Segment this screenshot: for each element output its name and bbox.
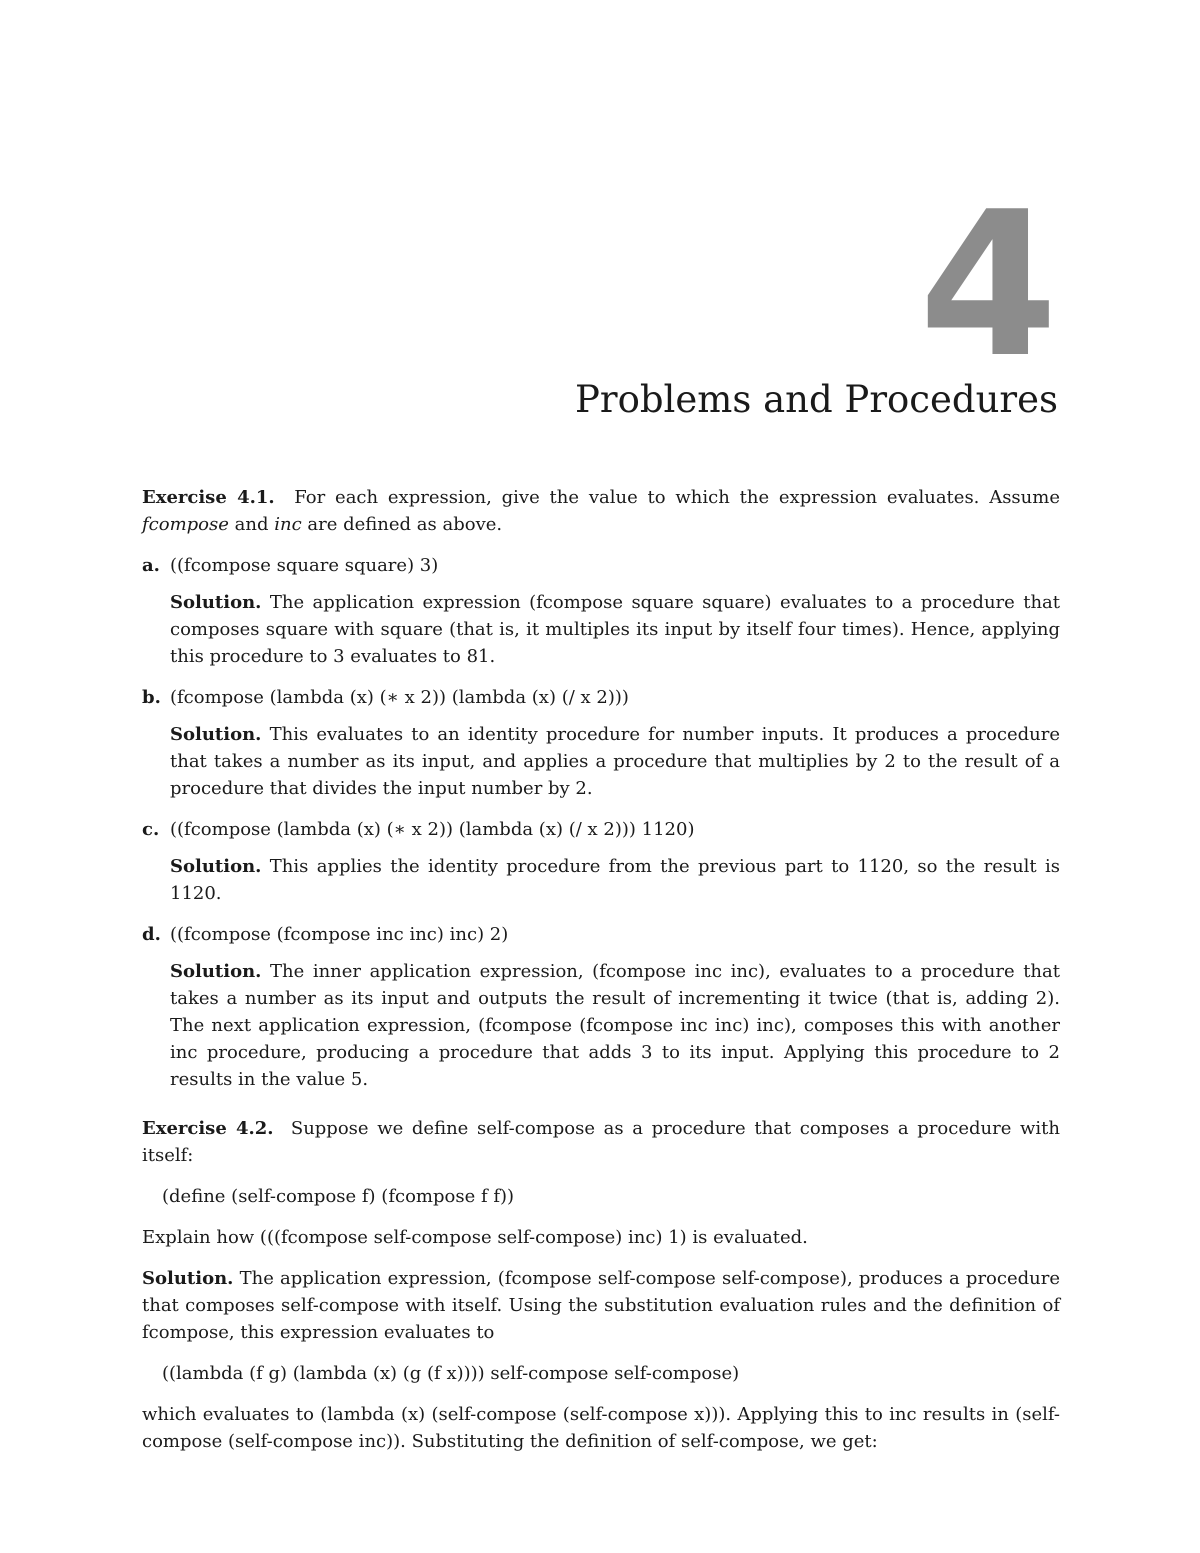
exercise-4-1-intro-c: and	[234, 514, 269, 535]
exercise-4-2-intro-text: Suppose we define self-compose as a procedure that composes a procedure with itself:	[142, 1118, 1060, 1166]
exercise-item-c	[142, 816, 1060, 843]
item-letter: b.	[142, 687, 161, 708]
solution-label: Solution.	[170, 856, 262, 877]
solution-label: Solution.	[170, 592, 262, 613]
solution-label: Solution.	[142, 1268, 234, 1289]
item-expression: (fcompose (lambda (x) (∗ x 2)) (lambda (x) (/ x 2)))	[170, 687, 629, 708]
solution-text: The application expression (fcompose square square) evaluates to a procedure that composes square with square (that is, it multiples its input by itself four times). Hence, applying this procedure to 3 evaluates to 81.	[170, 592, 1060, 667]
exercise-4-1-intro-a: For each expression, give the value to which the expression evaluates. Assume	[294, 487, 1060, 508]
exercise-4-2-heading: Exercise 4.2.	[142, 1118, 274, 1139]
lambda-expression: ((lambda (f g) (lambda (x) (g (f x)))) self-compose self-compose)	[162, 1363, 740, 1384]
solution-text: This applies the identity procedure from the previous part to 1120, so the result is 1120.	[170, 856, 1060, 904]
solution-text: The inner application expression, (fcompose inc inc), evaluates to a procedure that takes a number as its input and outputs the result of incrementing it twice (that is, adding 2). The next application expression, (fcompose (fcompose inc inc) inc), composes this with another inc procedure, producing a procedure that adds 3 to its input. Applying this procedure to 2 results in the value 5.	[170, 961, 1060, 1090]
item-expression: ((fcompose square square) 3)	[170, 555, 439, 576]
solution-text: The application expression, (fcompose self-compose self-compose), produces a procedure that composes self-compose with itself. Using the substitution evaluation rules and the definition of fcompose, this expression evaluates to	[142, 1268, 1060, 1343]
item-letter: a.	[142, 555, 160, 576]
explain-question: Explain how (((fcompose self-compose self-compose) inc) 1) is evaluated.	[142, 1227, 808, 1248]
exercise-4-1-intro	[142, 484, 1060, 538]
exercise-4-1-heading: Exercise 4.1.	[142, 487, 275, 508]
exercise-4-2-solution	[142, 1265, 1060, 1346]
exercise-item-d	[142, 921, 1060, 948]
section-gap	[142, 1093, 1060, 1115]
exercise-item-b	[142, 684, 1060, 711]
item-letter: c.	[142, 819, 160, 840]
exercise-4-1-intro-b: fcompose	[142, 514, 229, 535]
item-letter: d.	[142, 924, 161, 945]
item-expression: ((fcompose (fcompose inc inc) inc) 2)	[170, 924, 509, 945]
item-solution	[170, 958, 1060, 1093]
item-solution	[170, 853, 1060, 907]
chapter-title: Problems and Procedures	[574, 378, 1058, 421]
solution-label: Solution.	[170, 724, 262, 745]
solution-label: Solution.	[170, 961, 262, 982]
item-solution	[170, 589, 1060, 670]
exercise-4-1-intro-d: inc	[274, 514, 302, 535]
item-solution	[170, 721, 1060, 802]
exercise-item-a	[142, 552, 1060, 579]
define-self-compose: (define (self-compose f) (fcompose f f))	[162, 1186, 515, 1207]
solution-text: This evaluates to an identity procedure for number inputs. It produces a procedure that takes a number as its input, and applies a procedure that multiplies by 2 to the result of a procedure that divides the input number by 2.	[170, 724, 1060, 799]
exercise-4-2-intro	[142, 1115, 1060, 1169]
item-expression: ((fcompose (lambda (x) (∗ x 2)) (lambda (x) (/ x 2))) 1120)	[170, 819, 695, 840]
page-content	[142, 484, 1060, 1455]
chapter-number: 4	[918, 169, 1058, 402]
solution-continuation: which evaluates to (lambda (x) (self-compose (self-compose x))). Applying this to inc results in (self-compose (self-compose inc)). Substituting the definition of self-compose, we get:	[142, 1404, 1060, 1452]
exercise-4-1-intro-e: are defined as above.	[307, 514, 503, 535]
